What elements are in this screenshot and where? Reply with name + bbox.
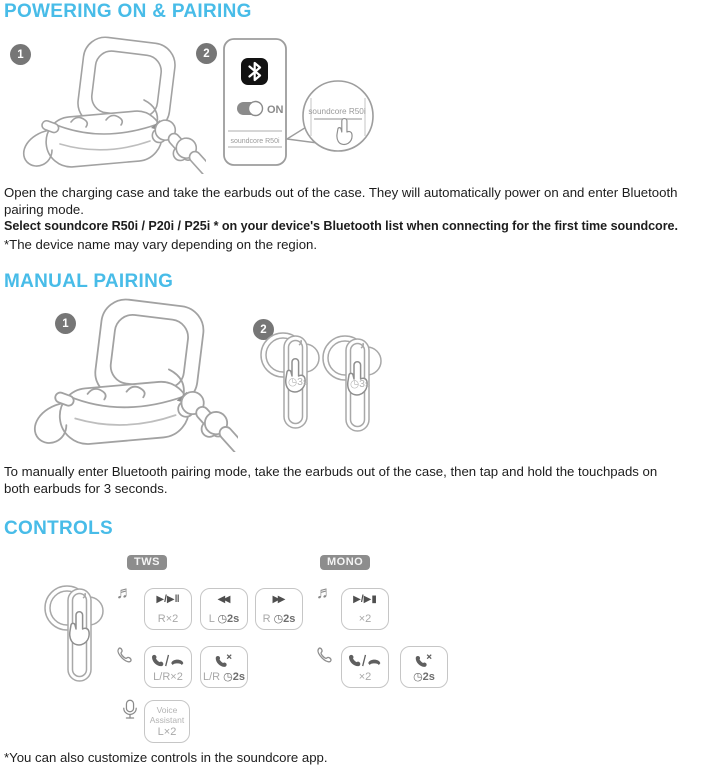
charging-case-illustration — [24, 298, 238, 452]
mono-play-pause-button: ▶/▶▮ ×2 — [341, 588, 389, 630]
step-badge-2: 2 — [196, 43, 217, 64]
bluetooth-icon — [241, 58, 268, 85]
mono-reject-call-button: ◷2s — [400, 646, 448, 688]
phone-call-icon — [115, 646, 134, 665]
fast-forward-icon: ▶▶ — [272, 594, 283, 605]
mono-answer-end-call-button: ×2 — [341, 646, 389, 688]
step-badge-1: 1 — [55, 313, 76, 334]
toggle-on-label: ON — [267, 104, 284, 116]
manual-paragraph — [4, 463, 702, 497]
tws-previous-track-button: ◀◀ L ◷2s — [200, 588, 248, 630]
section-title-manual: MANUAL PAIRING — [4, 271, 174, 292]
phone-bluetooth-illustration — [210, 36, 392, 170]
music-note-icon: ♬ — [316, 583, 333, 602]
tws-mode-badge: TWS — [127, 555, 167, 570]
powering-paragraph — [4, 184, 702, 253]
microphone-icon — [122, 698, 138, 722]
voice-assistant-label: Voice — [156, 705, 178, 715]
paragraph-note: *The device name may vary depending on the region. — [4, 236, 318, 252]
reject-call-icon — [415, 653, 433, 668]
bluetooth-toggle — [237, 102, 284, 117]
step-badge-2: 2 — [253, 319, 274, 340]
tws-play-pause-button: ▶/▶‖ R×2 — [144, 588, 192, 630]
earbud-tap-illustration — [40, 580, 118, 688]
paragraph-bold-line: Select soundcore R50i / P20i / P25i * on your device's Bluetooth list when connecting for the first time soundcore. — [4, 219, 678, 234]
charging-case-illustration — [14, 36, 206, 174]
paragraph-line: both earbuds for 3 seconds. — [4, 481, 168, 497]
footer-note: *You can also customize controls in the soundcore app. — [4, 750, 328, 765]
section-title-powering: POWERING ON & PAIRING — [4, 1, 252, 22]
device-list-item: soundcore R50i — [230, 138, 280, 145]
tws-reject-call-button: L/R ◷2s — [200, 646, 248, 688]
rewind-icon: ◀◀ — [217, 594, 228, 605]
hold-3s-label: ◷3s — [288, 376, 309, 388]
play-pause-icon: ▶/▶‖ — [156, 594, 180, 605]
phone-call-icon — [315, 646, 334, 665]
reject-call-icon — [215, 653, 233, 668]
magnifier-callout — [287, 81, 373, 151]
mono-mode-badge: MONO — [320, 555, 370, 570]
music-note-icon: ♬ — [116, 583, 133, 602]
paragraph-line: Open the charging case and take the earbuds out of the case. They will automatically power on and enter Bluetooth — [4, 185, 678, 200]
section-title-controls: CONTROLS — [4, 518, 114, 539]
answer-end-call-icon — [348, 654, 382, 667]
paragraph-line: To manually enter Bluetooth pairing mode, take the earbuds out of the case, then tap and hold the touchpads on — [4, 464, 658, 479]
answer-end-call-icon — [151, 654, 185, 667]
paragraph-line: pairing mode. — [4, 202, 84, 218]
callout-device-name: soundcore R50i — [308, 107, 366, 116]
voice-assistant-label: Assistant — [149, 714, 185, 725]
tws-voice-assistant-button: Voice Assistant L×2 — [144, 700, 190, 743]
step-badge-1: 1 — [10, 44, 31, 65]
hold-3s-label: ◷3s — [350, 378, 371, 390]
tws-answer-end-call-button: L/R×2 — [144, 646, 192, 688]
play-pause-icon: ▶/▶▮ — [353, 594, 377, 605]
tws-next-track-button: ▶▶ R ◷2s — [255, 588, 303, 630]
